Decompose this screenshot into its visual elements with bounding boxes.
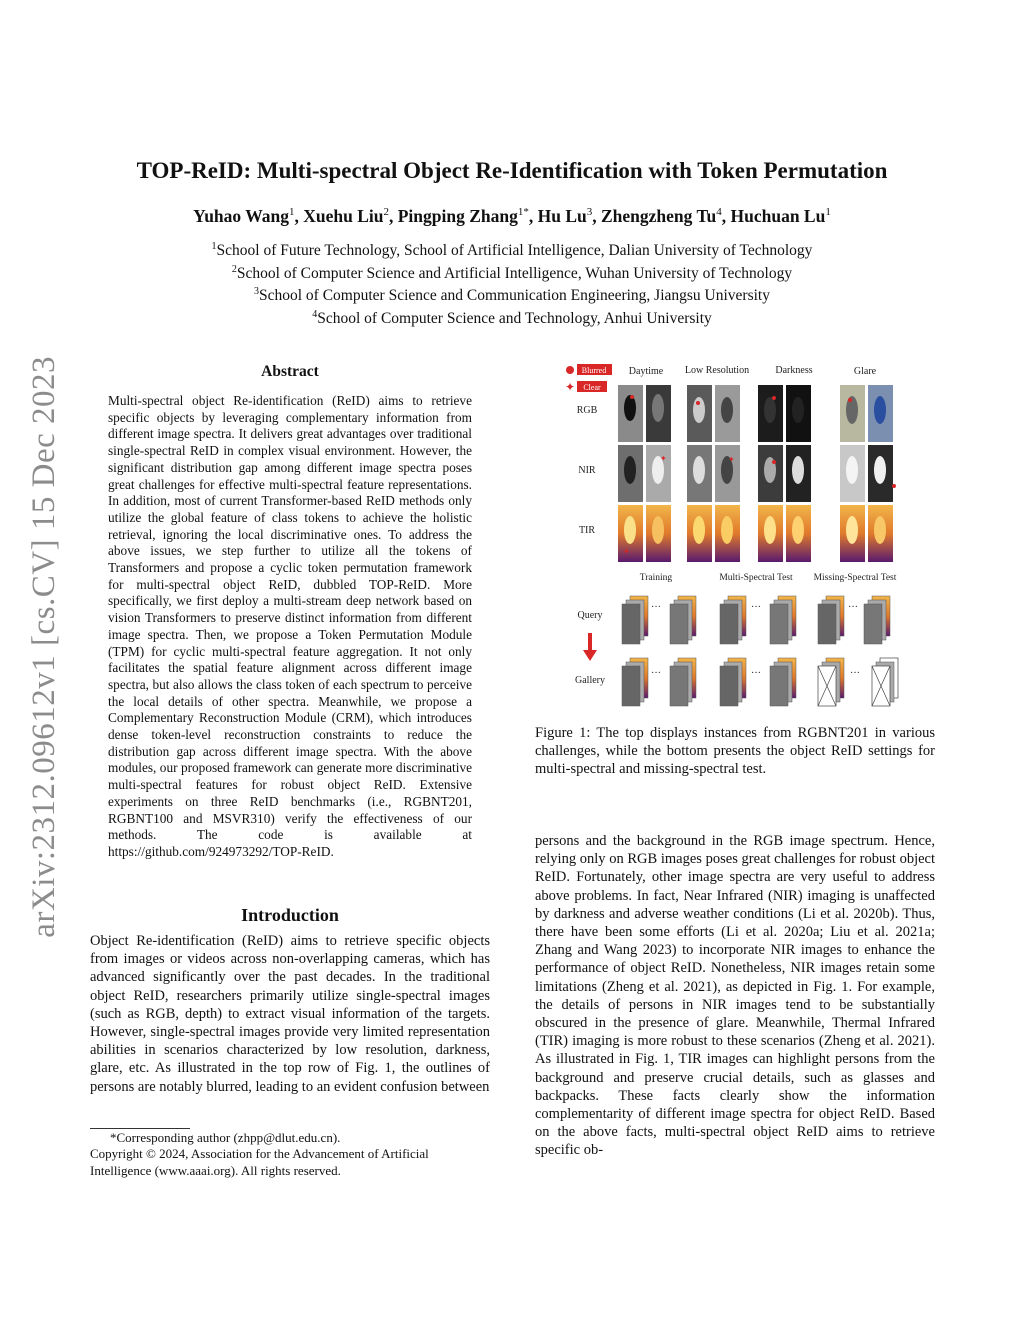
setting-header-multi-spectral-test: Multi-Spectral Test xyxy=(719,573,793,583)
gallery-sample-stacks xyxy=(622,658,898,706)
figure-caption: Figure 1: The top displays instances from RGBNT201 in various challenges, while the bottom presents the object ReID settings for multi-spectral and missing-spectral test. xyxy=(535,725,935,778)
setting-header-training: Training xyxy=(639,573,673,583)
svg-text:✦: ✦ xyxy=(660,454,667,463)
gallery-ellipsis: ··· xyxy=(850,668,860,679)
gallery-ellipsis: ··· xyxy=(651,668,661,679)
arxiv-identifier xyxy=(22,352,66,942)
affiliation: $^2$School of Computer Science and Artificial Intelligence, Wuhan University of Technology xyxy=(231,263,793,282)
rgb-image-row xyxy=(618,385,893,442)
row-label-tir: TIR xyxy=(578,525,596,536)
copyright-notice: Copyright © 2024, Association for the Advancement of Artificial Intelligence (www.aaai.org). All rights reserved. xyxy=(90,1146,429,1178)
blurred-legend-icon xyxy=(566,366,574,374)
affiliation: $^4$School of Computer Science and Technology, Anhui University xyxy=(312,308,712,328)
svg-text:✦: ✦ xyxy=(623,547,630,556)
affiliation: $^3$School of Computer Science and Communication Engineering, Jiangsu University xyxy=(254,286,770,305)
author: Huchuan Lu$^1$ xyxy=(730,206,831,226)
row-label-rgb: RGB xyxy=(576,405,598,416)
nir-image-row xyxy=(618,445,896,502)
paper-title: TOP-ReID: Multi-spectral Object Re-Identification with Token Permutation xyxy=(136,158,888,183)
corresponding-author-note: *Corresponding author (zhpp@dlut.edu.cn). xyxy=(110,1130,341,1145)
footnote-rule xyxy=(90,1128,190,1129)
clear-legend-icon: ✦ xyxy=(564,380,576,394)
abstract-text: Multi-spectral object Re-identification (ReID) aims to retrieve specific objects by leveraging complementary information from different image spectra. It delivers great advantages over traditional single-spectral ReID in complex visual environment. However, the significant distribution gap among different image spectra poses great challenges for effective multi-spectral feature representations. In addition, most of current Transformer-based ReID methods only utilize the global feature of class tokens to achieve the holistic retrieval, ignoring the local discriminative ones. To address the above issues, we step further to utilize all the tokens of Transformers and propose a cyclic token permutation framework for multi-spectral object ReID, dubbled TOP-ReID. More specifically, we first deploy a multi-stream deep network based on vision Transformers to preserve distinct information from different image spectra. Then, we propose a Token Permutation Module (TPM) for cyclic multi-spectral feature aggregation. It not only facilitates the spatial feature alignment across different image spectra, but also allows the class token of each spectrum to perceive the local details of other spectra. Meanwhile, we propose a Complementary Reconstruction Module (CRM), which introduces dense token-level reconstruction constraints to reduce the distribution gap across different image spectra. With the above modules, our proposed framework can generate more discriminative multi-spectral features for robust object ReID. Extensive experiments on three ReID benchmarks (i.e., RGBNT201, RGBNT100 and MSVR310) verify the effectiveness of our methods. The code is available at https://github.com/924973292/TOP-ReID. xyxy=(108,393,472,859)
gallery-label: Gallery xyxy=(575,675,605,686)
query-ellipsis: ··· xyxy=(848,602,858,613)
author: Pingping Zhang$^{1*}$, xyxy=(397,206,538,226)
query-ellipsis: ··· xyxy=(651,602,661,613)
figure-1 xyxy=(560,358,910,708)
author: Zhengzheng Tu$^4$, xyxy=(600,206,731,226)
affiliation-list xyxy=(90,238,934,329)
row-label-nir: NIR xyxy=(578,465,596,476)
footnote xyxy=(90,1130,490,1179)
query-to-gallery-arrow-icon xyxy=(583,633,597,661)
introduction-heading: Introduction xyxy=(241,905,339,925)
svg-text:✦: ✦ xyxy=(728,455,735,464)
tir-image-row xyxy=(618,505,893,562)
introduction-continued-text: persons and the background in the RGB image spectrum. Hence, relying only on RGB images poses great challenges for robust object ReID. Fortunately, other image spectra are very useful to address above problems. In fact, Near Infrared (NIR) imaging is unaffected by darkness and adverse weather conditions (Li et al. 2020b). Thus, there have been some efforts (Li et al. 2020a; Liu et al. 2021a; Zhang and Wang 2023) to incorporate NIR images to enhance the performance of object ReID. Nonetheless, NIR images retain some limitations (Zheng et al. 2021), as depicted in Fig. 1. For example, the details of persons in NIR images tend to be substantially obscured in the presence of glare. Meanwhile, Thermal Infrared (TIR) imaging is more robust to these scenarios (Zheng et al. 2021). As illustrated in Fig. 1, TIR images can highlight persons from the background and preserve crucial details, such as glasses and backpacks. These facts clearly show the information complementarity of different image spectra for object ReID. Based on the above facts, multi-spectral object ReID aims to retrieve specific ob- xyxy=(535,833,935,1159)
query-label: Query xyxy=(577,610,603,621)
author: Yuhao Wang$^1$, xyxy=(193,206,304,226)
clear-legend-label: Clear xyxy=(583,383,601,392)
column-header-glare: Glare xyxy=(853,366,877,377)
introduction-text: Object Re-identification (ReID) aims to retrieve specific objects from images or videos across non-overlapping cameras, which has advanced significantly over the past decades. In the traditional object ReID, researchers primarily utilize single-spectral images (such as RGB, depth) to extract visual information of the targets. However, single-spectral images provide very limited representation abilities in scenarios characterized by low resolution, darkness, glare, etc. As illustrated in the top row of Fig. 1, the outlines of persons are notably blurred, leading to an evident confusion between xyxy=(90,933,490,1095)
author: Hu Lu$^3$, xyxy=(537,206,601,226)
column-header-darkness: Darkness xyxy=(775,365,813,376)
author: Xuehu Liu$^2$, xyxy=(303,206,398,226)
query-ellipsis: ··· xyxy=(751,602,761,613)
column-header-low-resolution: Low Resolution xyxy=(684,365,750,376)
setting-header-missing-spectral-test: Missing-Spectral Test xyxy=(813,573,897,583)
column-header-daytime: Daytime xyxy=(628,366,664,377)
author-list xyxy=(90,206,934,227)
blurred-legend-label: Blurred xyxy=(581,366,607,375)
arxiv-id-text: arXiv:2312.09612v1 [cs.CV] 15 Dec 2023 xyxy=(25,356,62,938)
gallery-ellipsis: ··· xyxy=(751,668,761,679)
abstract-heading: Abstract xyxy=(261,363,319,380)
affiliation: $^1$School of Future Technology, School of Artificial Intelligence, Dalian University of Technology xyxy=(211,241,813,260)
